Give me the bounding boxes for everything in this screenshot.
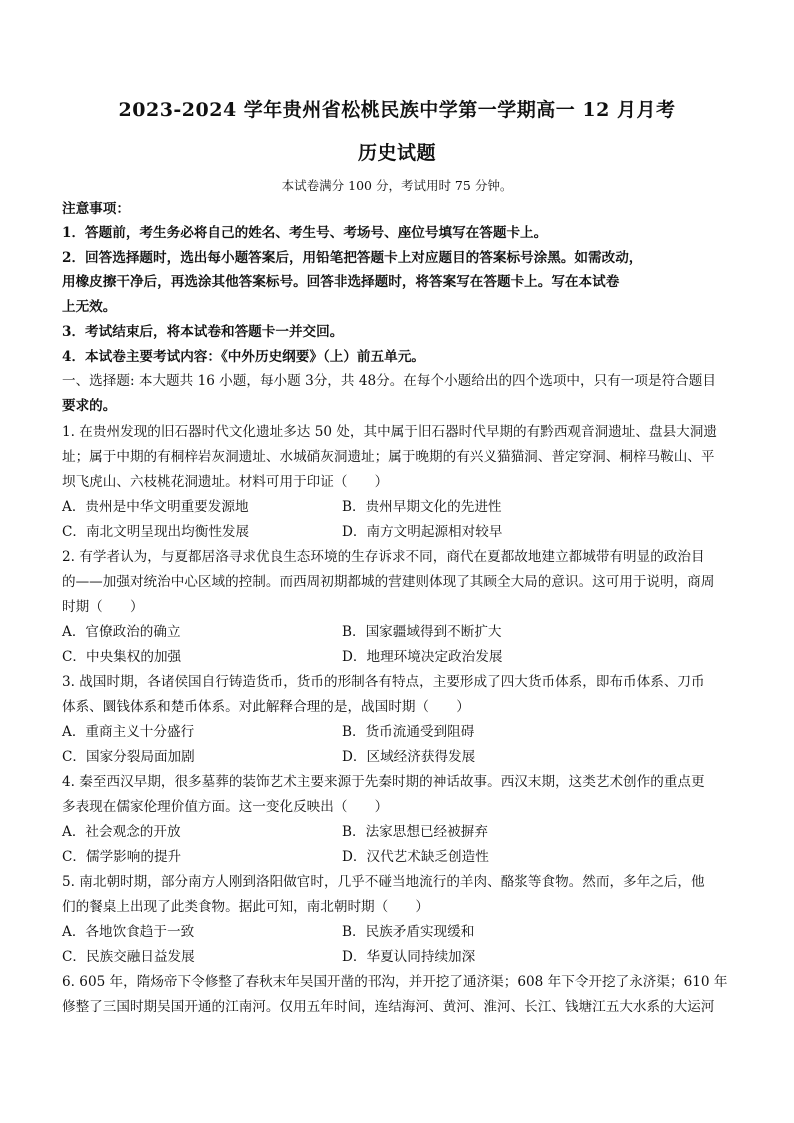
question-4-option-a: A．社会观念的开放 [62,824,181,840]
question-1-text: 址；属于中期的有桐梓岩灰洞遗址、水城硝灰洞遗址；属于晚期的有兴义猫猫洞、普定穿洞、桐梓马鞍山、平 [62,449,715,465]
question-3-text: 3. 战国时期，各诸侯国自行铸造货币，货币的形制各有特点，主要形成了四大货币体系，即布币体系、刀币 [62,674,705,690]
question-6-text: 6. 605 年，隋炀帝下令修整了春秋末年吴国开凿的邗沟，并开挖了通济渠；608 年下令开挖了永济渠；610 年 [62,974,728,990]
exam-subtitle: 历史试题 [357,142,436,164]
question-2-text: 2. 有学者认为，与夏都居洛寻求优良生态环境的生存诉求不同，商代在夏都故地建立都城带有明显的政治目 [62,549,705,565]
question-4-text: 多表现在儒家伦理价值方面。这一变化反映出（ ） [62,799,389,815]
question-2-option-d: D．地理环境决定政治发展 [342,649,503,665]
question-2-text: 的——加强对统治中心区域的控制。而西周初期都城的营建则体现了其顾全大局的意识。这可用于说明，商周 [62,574,715,590]
exam-note: 本试卷满分 100 分，考试用时 75 分钟。 [281,178,513,193]
question-5-text: 5. 南北朝时期，部分南方人刚到洛阳做官时，几乎不碰当地流行的羊肉、酪浆等食物。然而，多年之后，他 [62,874,705,890]
question-5-option-d: D．华夏认同持续加深 [342,949,476,965]
question-1-text: 坝飞虎山、六枝桃花洞遗址。材料可用于印证（ ） [62,474,389,490]
question-2-text: 时期（ ） [62,599,144,615]
question-5-option-b: B．民族矛盾实现缓和 [342,924,475,940]
question-3-option-a: A．重商主义十分盛行 [62,724,195,740]
question-4-text: 4. 秦至西汉早期，很多墓葬的装饰艺术主要来源于先秦时期的神话故事。西汉末期，这类艺术创作的重点更 [62,774,705,790]
notice-line: 2．回答选择题时，选出每小题答案后，用铅笔把答题卡上对应题目的答案标号涂黑。如需改动， [62,250,643,266]
question-5-option-a: A．各地饮食趋于一致 [62,924,195,940]
question-1-text: 1. 在贵州发现的旧石器时代文化遗址多达 50 处，其中属于旧石器时代早期的有黔西观音洞遗址、盘县大洞遗 [62,424,717,440]
question-5-option-c: C．民族交融日益发展 [62,949,195,965]
question-5-text: 们的餐桌上出现了此类食物。据此可知，南北朝时期（ ） [62,899,430,915]
section-heading: 一、选择题: 本大题共 16 小题，每小题 3分，共 48分。在每个小题给出的四个选项中，只有一项是符合题目 [62,373,716,389]
question-4-option-b: B．法家思想已经被摒弃 [342,824,488,840]
question-3-option-b: B．货币流通受到阻碍 [342,724,475,740]
notice-line: 1．答题前，考生务必将自己的姓名、考生号、考场号、座位号填写在答题卡上。 [62,225,548,241]
question-6-text: 修整了三国时期吴国开通的江南河。仅用五年时间，连结海河、黄河、淮河、长江、钱塘江五大水系的大运河 [62,999,715,1015]
question-3-option-d: D．区域经济获得发展 [342,749,476,765]
notice-line: 3．考试结束后，将本试卷和答题卡一并交回。 [62,324,344,340]
question-3-text: 体系、圜钱体系和楚币体系。对此解释合理的是，战国时期（ ） [62,699,470,715]
question-1-option-a: A．贵州是中华文明重要发源地 [62,499,249,515]
question-3-option-c: C．国家分裂局面加剧 [62,749,195,765]
question-2-option-b: B．国家疆域得到不断扩大 [342,624,502,640]
notice-line: 4．本试卷主要考试内容：《中外历史纲要》（上）前五单元。 [62,349,425,365]
notice-line: 上无效。 [62,299,117,315]
question-1-option-d: D．南方文明起源相对较早 [342,524,503,540]
section-heading-cont: 要求的。 [62,398,117,414]
notice-heading: 注意事项： [62,201,130,217]
question-4-option-c: C．儒学影响的提升 [62,849,182,865]
question-1-option-b: B．贵州早期文化的先进性 [342,499,502,515]
question-1-option-c: C．南北文明呈现出均衡性发展 [62,524,250,540]
question-4-option-d: D．汉代艺术缺乏创造性 [342,849,489,865]
exam-title: 2023-2024 学年贵州省松桃民族中学第一学期高一 12 月月考 [118,99,676,121]
question-2-option-c: C．中央集权的加强 [62,649,182,665]
question-2-option-a: A．官僚政治的确立 [62,624,181,640]
notice-line: 用橡皮擦干净后，再选涂其他答案标号。回答非选择题时，将答案写在答题卡上。写在本试卷 [62,274,620,290]
